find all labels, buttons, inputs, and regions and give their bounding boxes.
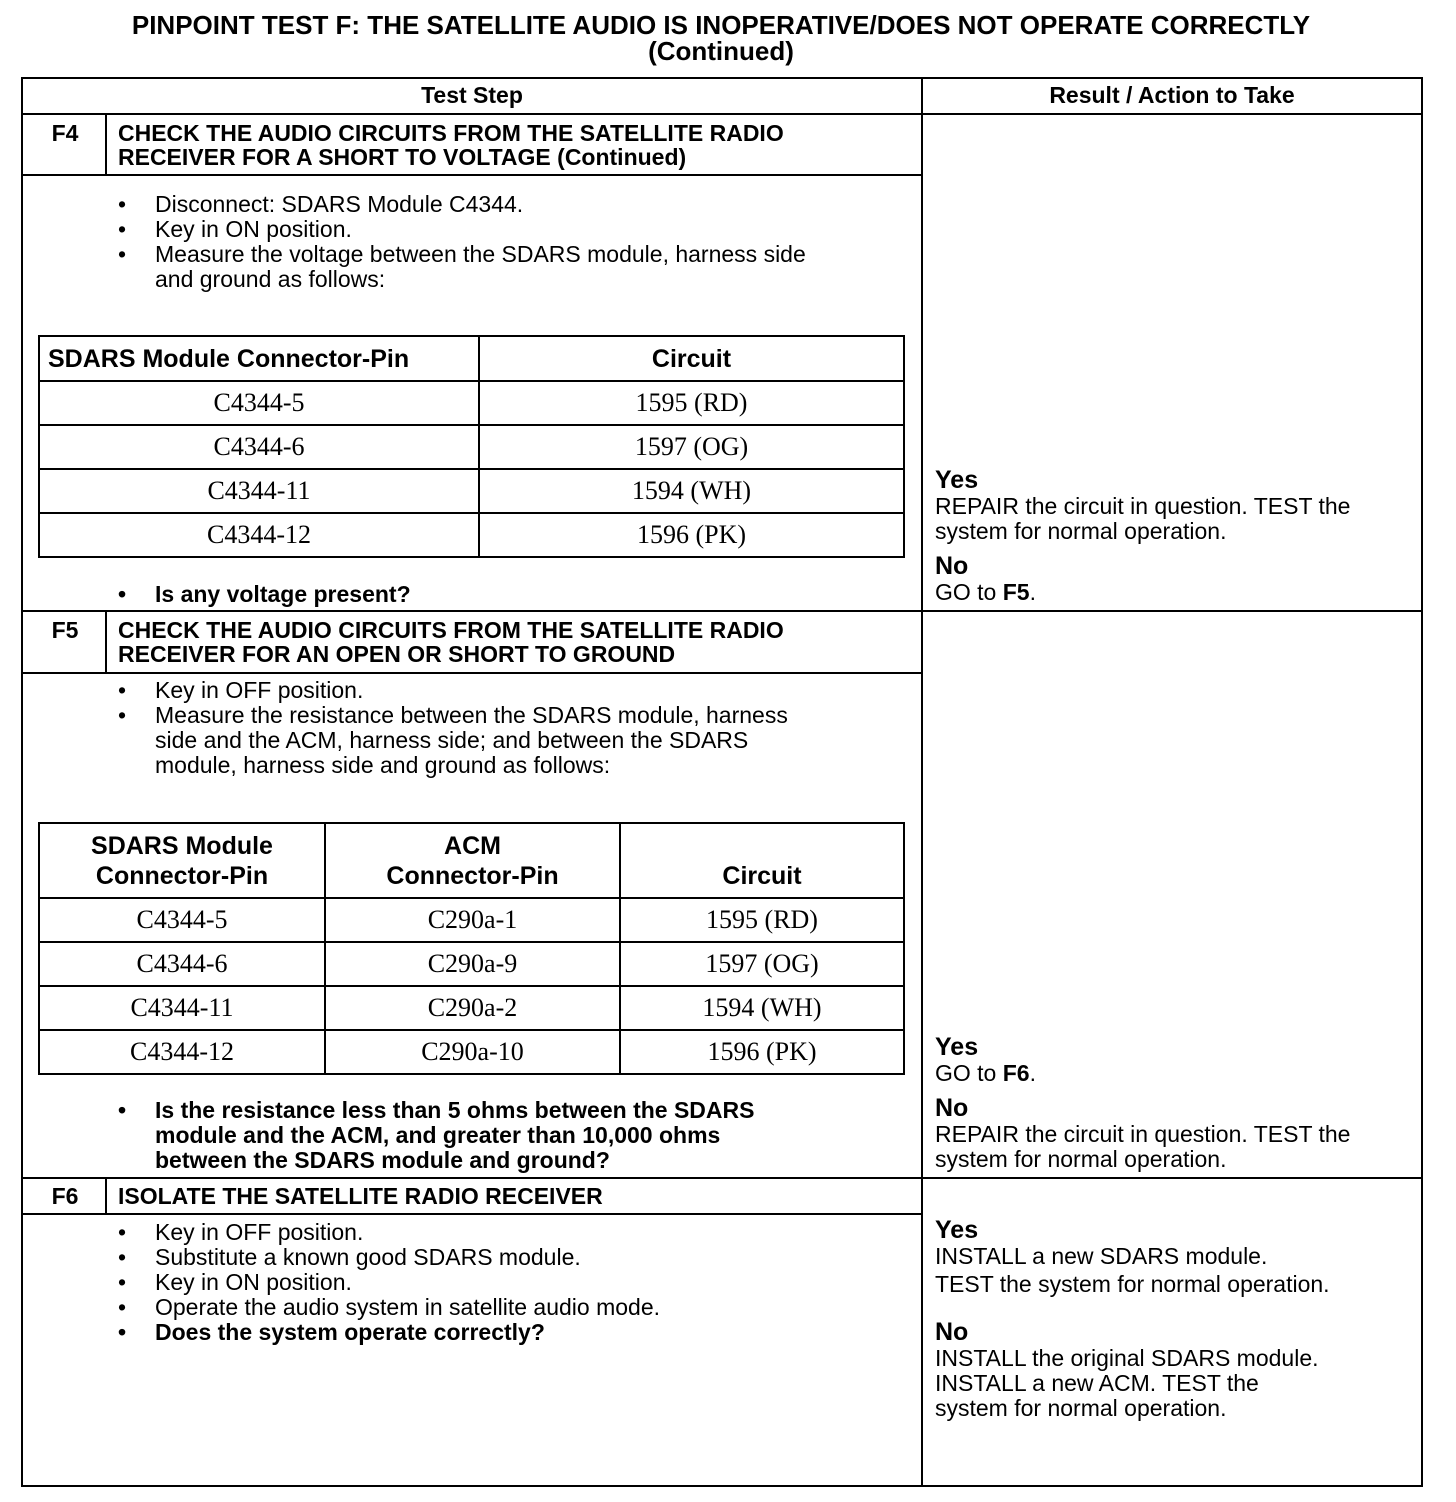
column-header: Circuit <box>479 336 904 381</box>
circuit-cell: 1594 (WH) <box>479 469 904 513</box>
circuit-cell: 1595 (RD) <box>479 381 904 425</box>
pin-cell: C4344-5 <box>39 381 479 425</box>
circuit-cell: 1594 (WH) <box>620 986 904 1030</box>
question-list <box>118 1098 908 1173</box>
connector-pin-table <box>38 335 905 558</box>
table-row <box>39 1030 904 1074</box>
header-divider <box>23 113 1421 115</box>
circuit-cell: 1596 (PK) <box>620 1030 904 1074</box>
result-f4 <box>935 467 1415 605</box>
connector-pin-table <box>38 822 905 1075</box>
acm-pin-cell: C290a-2 <box>325 986 620 1030</box>
step-title: ISOLATE THE SATELLITE RADIO RECEIVER <box>118 1183 603 1209</box>
pin-cell: C4344-12 <box>39 513 479 557</box>
column-divider <box>921 79 923 1485</box>
circuit-cell: 1597 (OG) <box>479 425 904 469</box>
step-title-divider <box>23 1213 921 1215</box>
step-divider <box>23 1177 1421 1179</box>
title-line-1: PINPOINT TEST F: THE SATELLITE AUDIO IS INOPERATIVE/DOES NOT OPERATE CORRECTLY <box>131 10 1311 40</box>
step-number-divider <box>105 115 107 176</box>
step-title <box>118 618 784 666</box>
step-number-divider <box>105 1179 107 1215</box>
step-title-line: CHECK THE AUDIO CIRCUITS FROM THE SATELLITE RADIO <box>118 120 784 146</box>
table-row <box>39 986 904 1030</box>
instruction-list <box>118 1220 908 1345</box>
step-number: F4 <box>51 120 79 146</box>
step-title-line: CHECK THE AUDIO CIRCUITS FROM THE SATELLITE RADIO <box>118 617 784 643</box>
list-item: • Key in ON position. <box>118 1270 908 1295</box>
table-row <box>39 942 904 986</box>
no-label: No <box>935 1094 969 1122</box>
circuit-cell: 1595 (RD) <box>620 898 904 942</box>
header-test-step: Test Step <box>421 82 523 108</box>
acm-pin-cell: C290a-10 <box>325 1030 620 1074</box>
instruction-list <box>118 678 908 778</box>
document-title <box>0 12 1442 64</box>
yes-label: Yes <box>935 1216 979 1244</box>
step-number: F6 <box>51 1183 79 1209</box>
column-header: Circuit <box>620 823 904 898</box>
step-title-divider <box>23 174 921 176</box>
step-title <box>118 121 784 169</box>
sdars-pin-cell: C4344-5 <box>39 898 325 942</box>
step-title-line: RECEIVER FOR AN OPEN OR SHORT TO GROUND <box>118 641 676 667</box>
question-list <box>118 582 908 607</box>
list-item: • Measure the voltage between the SDARS module, harness side and ground as follows: <box>118 242 908 292</box>
list-item: • Key in OFF position. <box>118 1220 908 1245</box>
circuit-cell: 1597 (OG) <box>620 942 904 986</box>
step-reference: F6 <box>1002 1060 1030 1086</box>
step-title-divider <box>23 672 921 674</box>
sdars-pin-cell: C4344-11 <box>39 986 325 1030</box>
no-label: No <box>935 1318 969 1346</box>
pin-cell: C4344-6 <box>39 425 479 469</box>
instruction-list <box>118 192 908 292</box>
sdars-pin-cell: C4344-12 <box>39 1030 325 1074</box>
no-action: REPAIR the circuit in question. TEST the system for normal operation. <box>935 1121 1351 1172</box>
column-header: SDARS Module Connector-Pin <box>39 336 479 381</box>
column-header: SDARS Module Connector-Pin <box>39 823 325 898</box>
step-number-divider <box>105 612 107 674</box>
list-item: • Key in ON position. <box>118 217 908 242</box>
yes-label: Yes <box>935 466 979 494</box>
yes-action: INSTALL a new SDARS module. TEST the system for normal operation. <box>935 1243 1330 1297</box>
no-label: No <box>935 552 969 580</box>
sdars-pin-cell: C4344-6 <box>39 942 325 986</box>
table-row <box>39 469 904 513</box>
yes-label: Yes <box>935 1033 979 1061</box>
step-number: F5 <box>51 617 79 643</box>
header-result: Result / Action to Take <box>1049 82 1295 108</box>
circuit-cell: 1596 (PK) <box>479 513 904 557</box>
list-item: • Substitute a known good SDARS module. <box>118 1245 908 1270</box>
question-item: • Is the resistance less than 5 ohms between the SDARS module and the ACM, and greater than 10,000 ohms between the SDARS module and ground? <box>118 1098 908 1173</box>
list-item: • Key in OFF position. <box>118 678 908 703</box>
table-row <box>39 513 904 557</box>
question-item: • Does the system operate correctly? <box>118 1320 908 1345</box>
yes-action: REPAIR the circuit in question. TEST the system for normal operation. <box>935 493 1351 544</box>
yes-action: GO to F6. <box>935 1060 1036 1086</box>
acm-pin-cell: C290a-1 <box>325 898 620 942</box>
column-header: ACM Connector-Pin <box>325 823 620 898</box>
pinpoint-test-table <box>21 77 1423 1487</box>
list-item: • Measure the resistance between the SDARS module, harness side and the ACM, harness side; and between the SDARS module, harness side and ground as follows: <box>118 703 908 778</box>
step-reference: F5 <box>1002 579 1030 605</box>
result-f5 <box>935 1034 1415 1172</box>
pin-cell: C4344-11 <box>39 469 479 513</box>
question-item: • Is any voltage present? <box>118 582 908 607</box>
acm-pin-cell: C290a-9 <box>325 942 620 986</box>
step-title-line: RECEIVER FOR A SHORT TO VOLTAGE (Continued) <box>118 144 687 170</box>
no-action: GO to F5. <box>935 579 1036 605</box>
table-row <box>39 898 904 942</box>
title-line-2: (Continued) <box>648 36 794 66</box>
result-f6 <box>935 1217 1415 1421</box>
no-action: INSTALL the original SDARS module. INSTALL a new ACM. TEST the system for normal operation. <box>935 1345 1319 1421</box>
table-row <box>39 381 904 425</box>
step-divider <box>23 610 1421 612</box>
list-item: • Disconnect: SDARS Module C4344. <box>118 192 908 217</box>
table-row <box>39 425 904 469</box>
list-item: • Operate the audio system in satellite audio mode. <box>118 1295 908 1320</box>
